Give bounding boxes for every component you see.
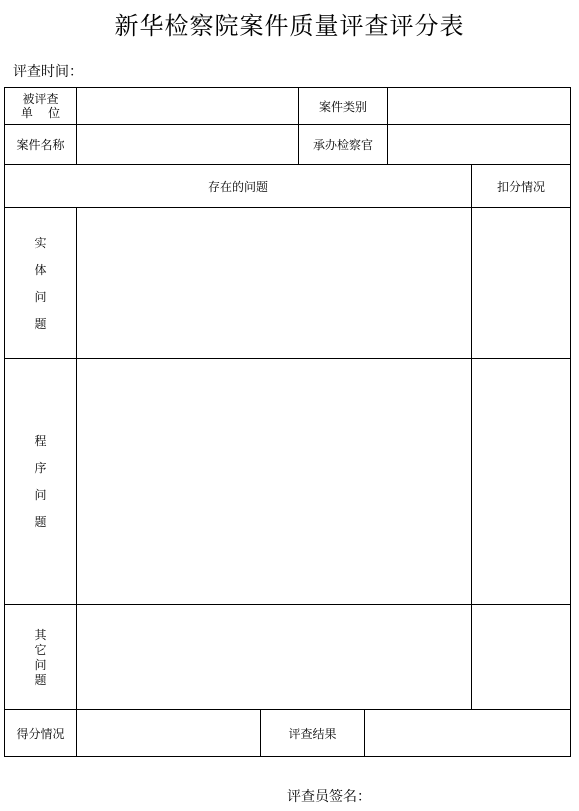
section-label-char: 它 xyxy=(34,642,47,657)
section-label-substantive xyxy=(5,208,76,358)
result-field[interactable] xyxy=(365,710,570,756)
reviewed-unit-label-line2: 单 位 xyxy=(20,106,61,120)
case-name-label: 案件名称 xyxy=(16,138,65,152)
deduction-header: 扣分情况 xyxy=(496,179,545,194)
procedural-issues-field[interactable] xyxy=(77,359,471,604)
case-category-field[interactable] xyxy=(388,88,570,124)
issues-header: 存在的问题 xyxy=(207,179,268,194)
section-label-char: 其 xyxy=(34,627,47,642)
form-title: 新华检察院案件质量评查评分表 xyxy=(114,12,465,40)
section-label-procedural xyxy=(5,359,76,604)
reviewed-unit-field[interactable] xyxy=(77,88,298,124)
case-name-field[interactable] xyxy=(77,125,298,164)
score-label: 得分情况 xyxy=(16,726,65,741)
reviewer-signature-label: 评查员签名： xyxy=(287,789,371,805)
case-category-label: 案件类别 xyxy=(318,99,367,114)
other-deduction-field[interactable] xyxy=(472,605,570,709)
review-time-label: 评查时间： xyxy=(13,64,83,80)
section-label-char: 问 xyxy=(34,289,47,304)
section-label-char: 体 xyxy=(34,262,47,277)
section-label-char: 题 xyxy=(34,515,47,529)
section-label-char: 问 xyxy=(34,657,47,672)
reviewed-unit-label xyxy=(5,88,76,124)
reviewed-unit-label-line1: 被评查 xyxy=(22,92,59,106)
substantive-deduction-field[interactable] xyxy=(472,208,570,358)
section-label-char: 实 xyxy=(34,235,47,250)
section-label-other xyxy=(5,605,76,709)
other-issues-field[interactable] xyxy=(77,605,471,709)
section-label-char: 题 xyxy=(34,672,47,687)
result-label: 评查结果 xyxy=(288,726,337,741)
substantive-issues-field[interactable] xyxy=(77,208,471,358)
prosecutor-field[interactable] xyxy=(388,125,570,164)
prosecutor-label: 承办检察官 xyxy=(312,138,373,152)
section-label-char: 问 xyxy=(34,488,47,502)
section-label-char: 程 xyxy=(34,434,47,448)
procedural-deduction-field[interactable] xyxy=(472,359,570,604)
section-label-char: 题 xyxy=(34,316,47,331)
score-field[interactable] xyxy=(77,710,260,756)
section-label-char: 序 xyxy=(34,461,47,475)
